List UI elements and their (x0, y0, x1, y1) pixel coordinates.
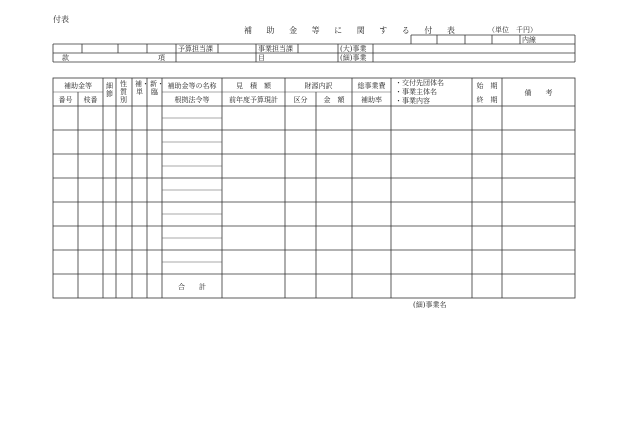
col-zaigen: 財源内訳 (304, 82, 333, 90)
project-dept-label: 事業担当課 (258, 45, 293, 53)
col-mitsumori: 見 積 額 (236, 82, 271, 90)
col-biko: 備 考 (524, 89, 553, 97)
col-kubun: 区分 (293, 96, 308, 104)
kan-label: 款 (62, 54, 69, 62)
col-kofu-1: ・交付先団体名 (395, 79, 444, 87)
col-hojokin: 補助金等 (64, 82, 92, 90)
col-hojoritsu: 補助率 (361, 96, 382, 104)
total-label: 合 計 (178, 283, 206, 291)
col-kofu-2: ・事業主体名 (395, 88, 437, 96)
budget-dept-label: 予算担当課 (178, 45, 213, 53)
col-seishitsu: 性質別 (120, 80, 127, 104)
col-saimoku: 細節 (106, 82, 113, 98)
col-bango: 番号 (58, 96, 73, 104)
col-shin: 新・臨 (150, 80, 164, 96)
top-table-lines (53, 35, 575, 62)
footer-label: (細)事業名 (413, 301, 447, 309)
col-shuki: 終 期 (476, 96, 498, 104)
main-table-lines (53, 78, 575, 298)
moku-label: 目 (258, 54, 265, 62)
ko-label: 項 (158, 54, 165, 62)
unit-label: （単位 千円） (488, 26, 537, 34)
sai-jigyo-label: (細)事業 (340, 54, 367, 62)
dai-jigyo-label: (大)事業 (340, 45, 367, 53)
col-kingaku: 金 額 (323, 96, 345, 104)
col-zennendo: 前年度予算現計 (229, 96, 278, 104)
naisen-label: 内線 (522, 36, 536, 44)
col-shiki: 始 期 (476, 82, 498, 90)
col-name: 補助金等の名称 (167, 82, 217, 90)
col-edaban: 枝番 (83, 96, 98, 104)
form-label: 付表 (53, 15, 69, 24)
col-sojigyo: 総事業費 (357, 82, 386, 90)
col-konkyo: 根拠法令等 (174, 96, 210, 104)
page-title: 補 助 金 等 に 関 す る 付 表 (244, 26, 461, 35)
col-hoshoku: 補・単 (135, 80, 149, 96)
col-kofu-3: ・事業内容 (395, 97, 430, 105)
